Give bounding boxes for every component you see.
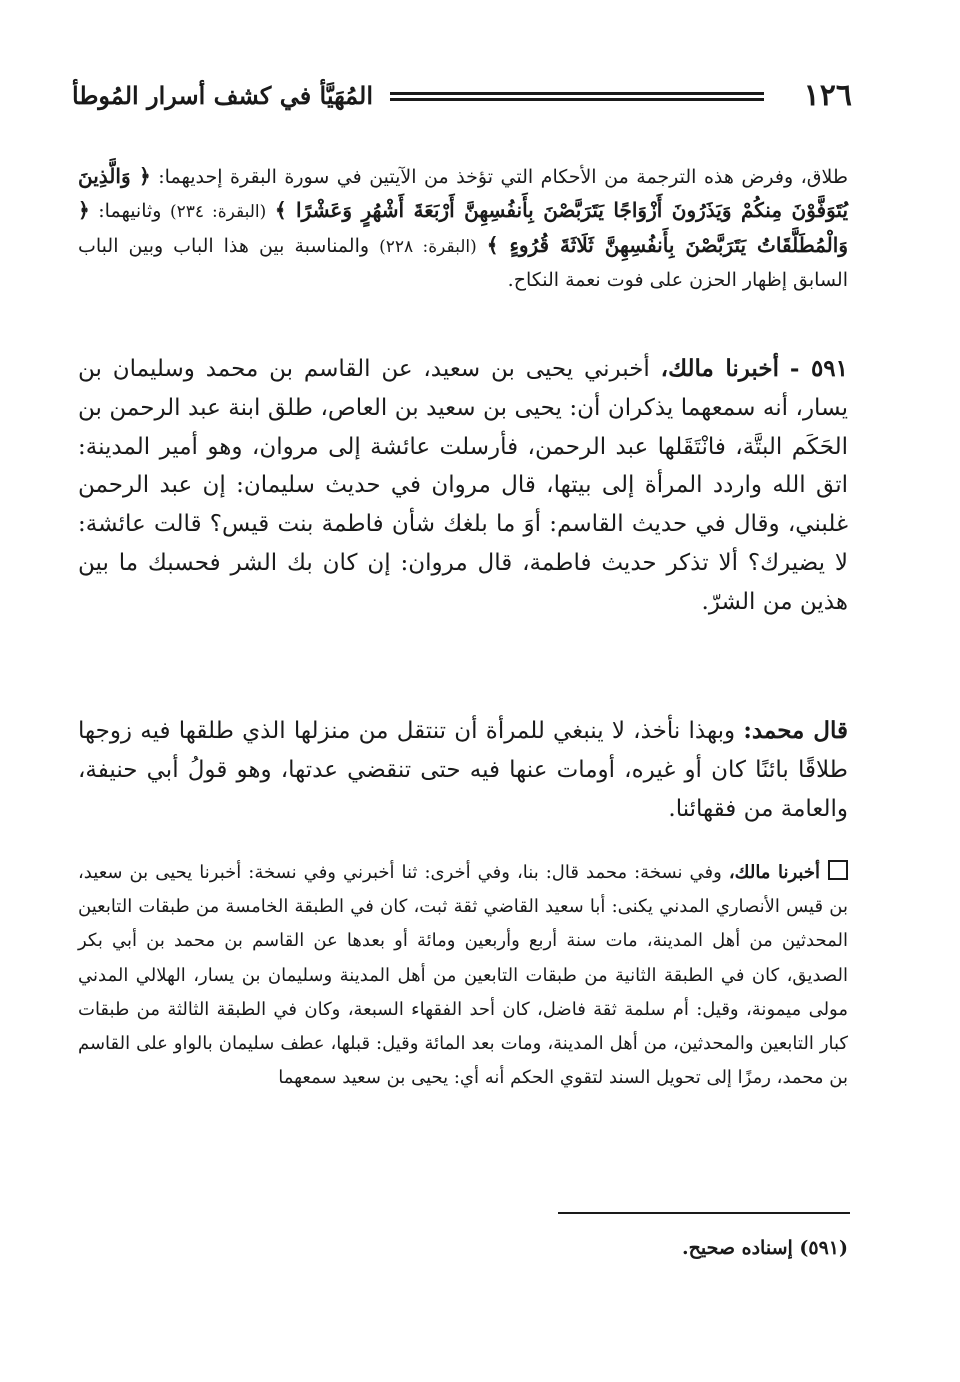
page-header — [72, 76, 852, 116]
muhammad-statement — [78, 712, 848, 828]
footnote: (٥٩١) إسناده صحيح. — [682, 1237, 848, 1259]
muhammad-lead: قال محمد: — [743, 717, 849, 744]
quran-verse-2: ﴿ وَالْمُطَلَّقَاتُ يَتَرَبَّصْنَ بِأَنفُسِهِنَّ ثَلَاثَةَ قُرُوءٍ ﴾ — [78, 198, 848, 257]
verse-reference-1: (البقرة: ٢٣٤) — [170, 202, 267, 222]
intro-text: طلاق، وفرض هذه الترجمة من الأحكام التي تؤخذ من الآيتين في سورة البقرة إحديهما: — [158, 166, 848, 188]
hadith-591 — [78, 350, 848, 622]
header-rule — [390, 92, 764, 101]
hadith-text: أخبرني يحيى بن سعيد، عن القاسم بن محمد وسليمان بن يسار، أنه سمعهما يذكران أن: يحيى بن سعيد بن العاص، طلق ابنة عبد الرحمن بن الحَكَم البتَّة، فانْتَقَلها عبد الرحمن، فأرسلت عائشة إلى مروان، وهو أمير المدينة: اتق الله واردد المرأة إلى بيتها، قال مروان في حديث سليمان: إن عبد الرحمن غلبني، وقال في حديث القاسم: أوَ ما بلغك شأن فاطمة بنت قيس؟ قالت عائشة: لا يضيرك؟ ألا تذكر حديث فاطمة، قال مروان: إن كان بك الشر فحسبك ما بين هذين من الشرّ. — [78, 356, 848, 615]
intro-conclusion: والمناسبة بين هذا الباب وبين الباب السابق إظهار الحزن على فوت نعمة النكاح. — [78, 235, 848, 291]
running-title: المُهَيَّأ في كشف أسرار المُوطأ — [72, 81, 373, 110]
page-number: ١٢٦ — [803, 78, 852, 113]
muhammad-text: وبهذا نأخذ، لا ينبغي للمرأة أن تنتقل من منزلها الذي طلقها فيه زوجها طلاقًا بائنًا كان أو غيره، أومات عنها فيه حتى تنقضي عدتها، وهو قولُ أبي حنيفة، والعامة من فقهائنا. — [78, 718, 848, 822]
footnote-rule — [558, 1212, 850, 1214]
verse-reference-2: (البقرة: ٢٢٨) — [379, 237, 477, 257]
commentary-text: وفي نسخة: محمد قال: بنا، وفي أخرى: ثنا أخبرني وفي نسخة: أخبرنا يحيى بن سعيد، بن قيس الأنصاري المدني يكنى: أبا سعيد القاضي ثقة ثبت، كان في الطبقة الخامسة من طبقات التابعين المحدثين من أهل المدينة، مات سنة أربع وأربعين ومائة أو بعدها عن القاسم بن محمد بن أبي بكر الصديق، كان في الطبقة الثانية من طبقات التابعين من أهل المدينة وسليمان بن يسار، الهلالي المدني مولى ميمونة، وقيل: أم سلمة ثقة فاضل، كان أحد الفقهاء السبعة، وكان في الطبقة الثالثة من طبقات كبار التابعين والمحدثين، من أهل المدينة، ومات بعد المائة وقيل: قبلها، عطف سليمان بالواو على القاسم بن محمد، رمزًا إلى تحويل السند لتقوي الحكم أنه أي: يحيى بن سعيد سمعهما — [78, 862, 848, 1089]
second-verse-label: وثانيهما: — [98, 200, 162, 222]
commentary-lead: أخبرنا مالك، — [728, 862, 820, 883]
chapter-intro — [78, 160, 848, 297]
square-marker-icon — [828, 860, 848, 880]
commentary — [78, 856, 848, 1095]
quran-verse-1: ﴿ وَالَّذِينَ يُتَوَفَّوْنَ مِنكُمْ وَيَذَرُونَ أَزْوَاجًا يَتَرَبَّصْنَ بِأَنفُسِهِنَّ أَرْبَعَةَ أَشْهُرٍ وَعَشْرًا ﴾ — [78, 164, 849, 222]
hadith-lead: أخبرنا مالك، — [660, 355, 779, 382]
hadith-number: ٥٩١ - — [789, 355, 848, 382]
